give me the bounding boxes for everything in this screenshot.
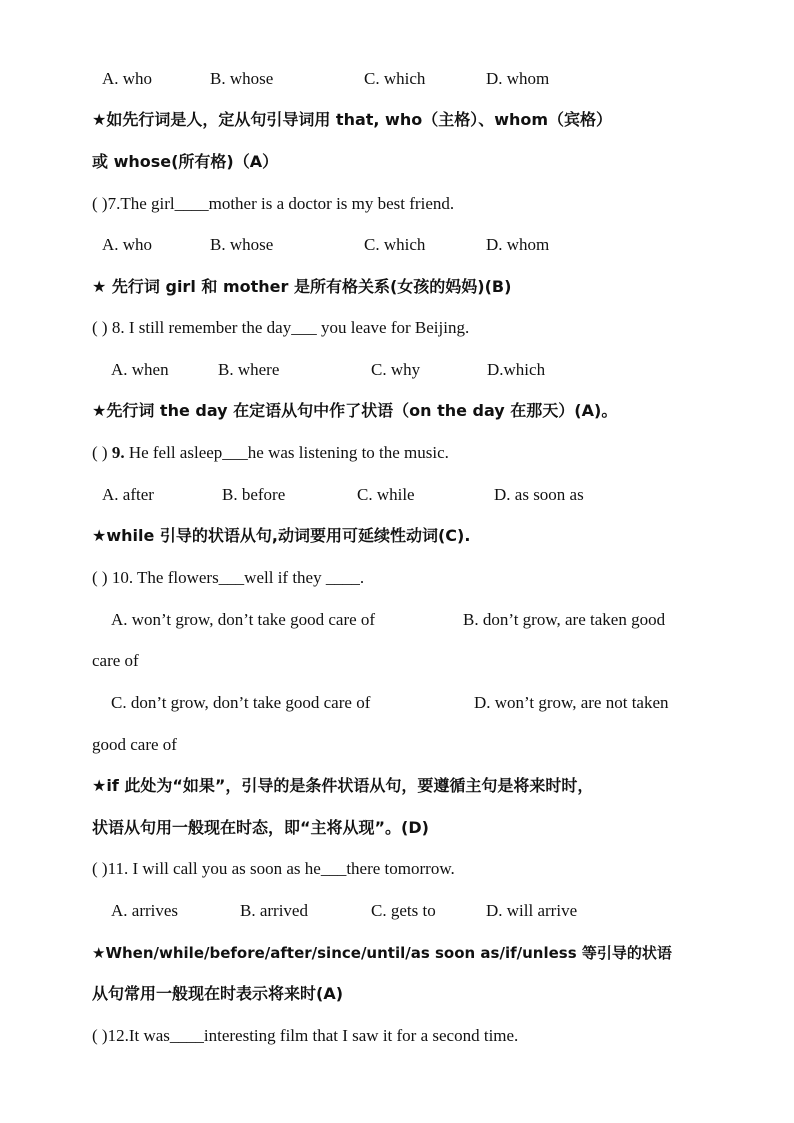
explanation-line: ★When/while/before/after/since/until/as soon as/if/unless 等引导的状语 [92,944,672,962]
question-prefix: ( ) [92,443,112,462]
explanation-line: ★ 先行词 girl 和 mother 是所有格关系(女孩的妈妈)(B) [92,277,512,296]
option-d: D. as soon as [494,485,584,504]
option-d: D. won’t grow, are not taken [474,693,669,712]
option-d: D. whom [486,235,550,254]
option-c: C. which [364,69,426,88]
option-continuation: good care of [92,735,177,754]
option-d: D. will arrive [486,901,578,920]
option-a: A. arrives [111,901,179,920]
option-c: C. don’t grow, don’t take good care of [111,693,371,712]
explanation-line: 或 whose(所有格)（A） [92,152,279,171]
option-b: B. before [222,485,286,504]
explanation-line: ★if 此处为“如果”，引导的是条件状语从句，要遵循主句是将来时时， [92,776,594,795]
option-c: C. gets to [371,901,436,920]
question-8: ( ) 8. I still remember the day___ you leave for Beijing. [92,318,470,337]
option-c: C. why [371,360,421,379]
option-d: D. whom [486,69,550,88]
option-b: B. whose [210,69,274,88]
question-11: ( )11. I will call you as soon as he___there tomorrow. [92,859,455,878]
option-a: A. when [111,360,169,379]
option-b: B. whose [210,235,274,254]
option-a: A. who [102,69,153,88]
option-b: B. where [218,360,280,379]
question-12: ( )12.It was____interesting film that I saw it for a second time. [92,1026,519,1045]
explanation-line: ★先行词 the day 在定语从句中作了状语（on the day 在那天）(A)。 [92,401,618,420]
explanation-line: ★如先行词是人，定从句引导词用 that, who（主格）、whom（宾格） [92,110,613,129]
question-text: He fell asleep___he was listening to the music. [124,443,449,462]
option-d: D.which [487,360,546,379]
explanation-line: ★while 引导的状语从句,动词要用可延续性动词(C). [92,526,471,545]
explanation-line: 状语从句用一般现在时态，即“主将从现”。(D) [92,818,429,837]
option-a: A. after [102,485,154,504]
option-c: C. which [364,235,426,254]
question-10: ( ) 10. The flowers___well if they ____. [92,568,365,587]
question-9 [92,443,449,463]
option-continuation: care of [92,651,139,670]
option-b: B. don’t grow, are taken good [463,610,666,629]
option-b: B. arrived [240,901,308,920]
question-number: 9. [111,443,125,462]
option-a: A. who [102,235,153,254]
explanation-line: 从句常用一般现在时表示将来时(A) [92,984,344,1003]
question-7: ( )7.The girl____mother is a doctor is my best friend. [92,194,455,213]
option-a: A. won’t grow, don’t take good care of [111,610,376,629]
option-c: C. while [357,485,415,504]
